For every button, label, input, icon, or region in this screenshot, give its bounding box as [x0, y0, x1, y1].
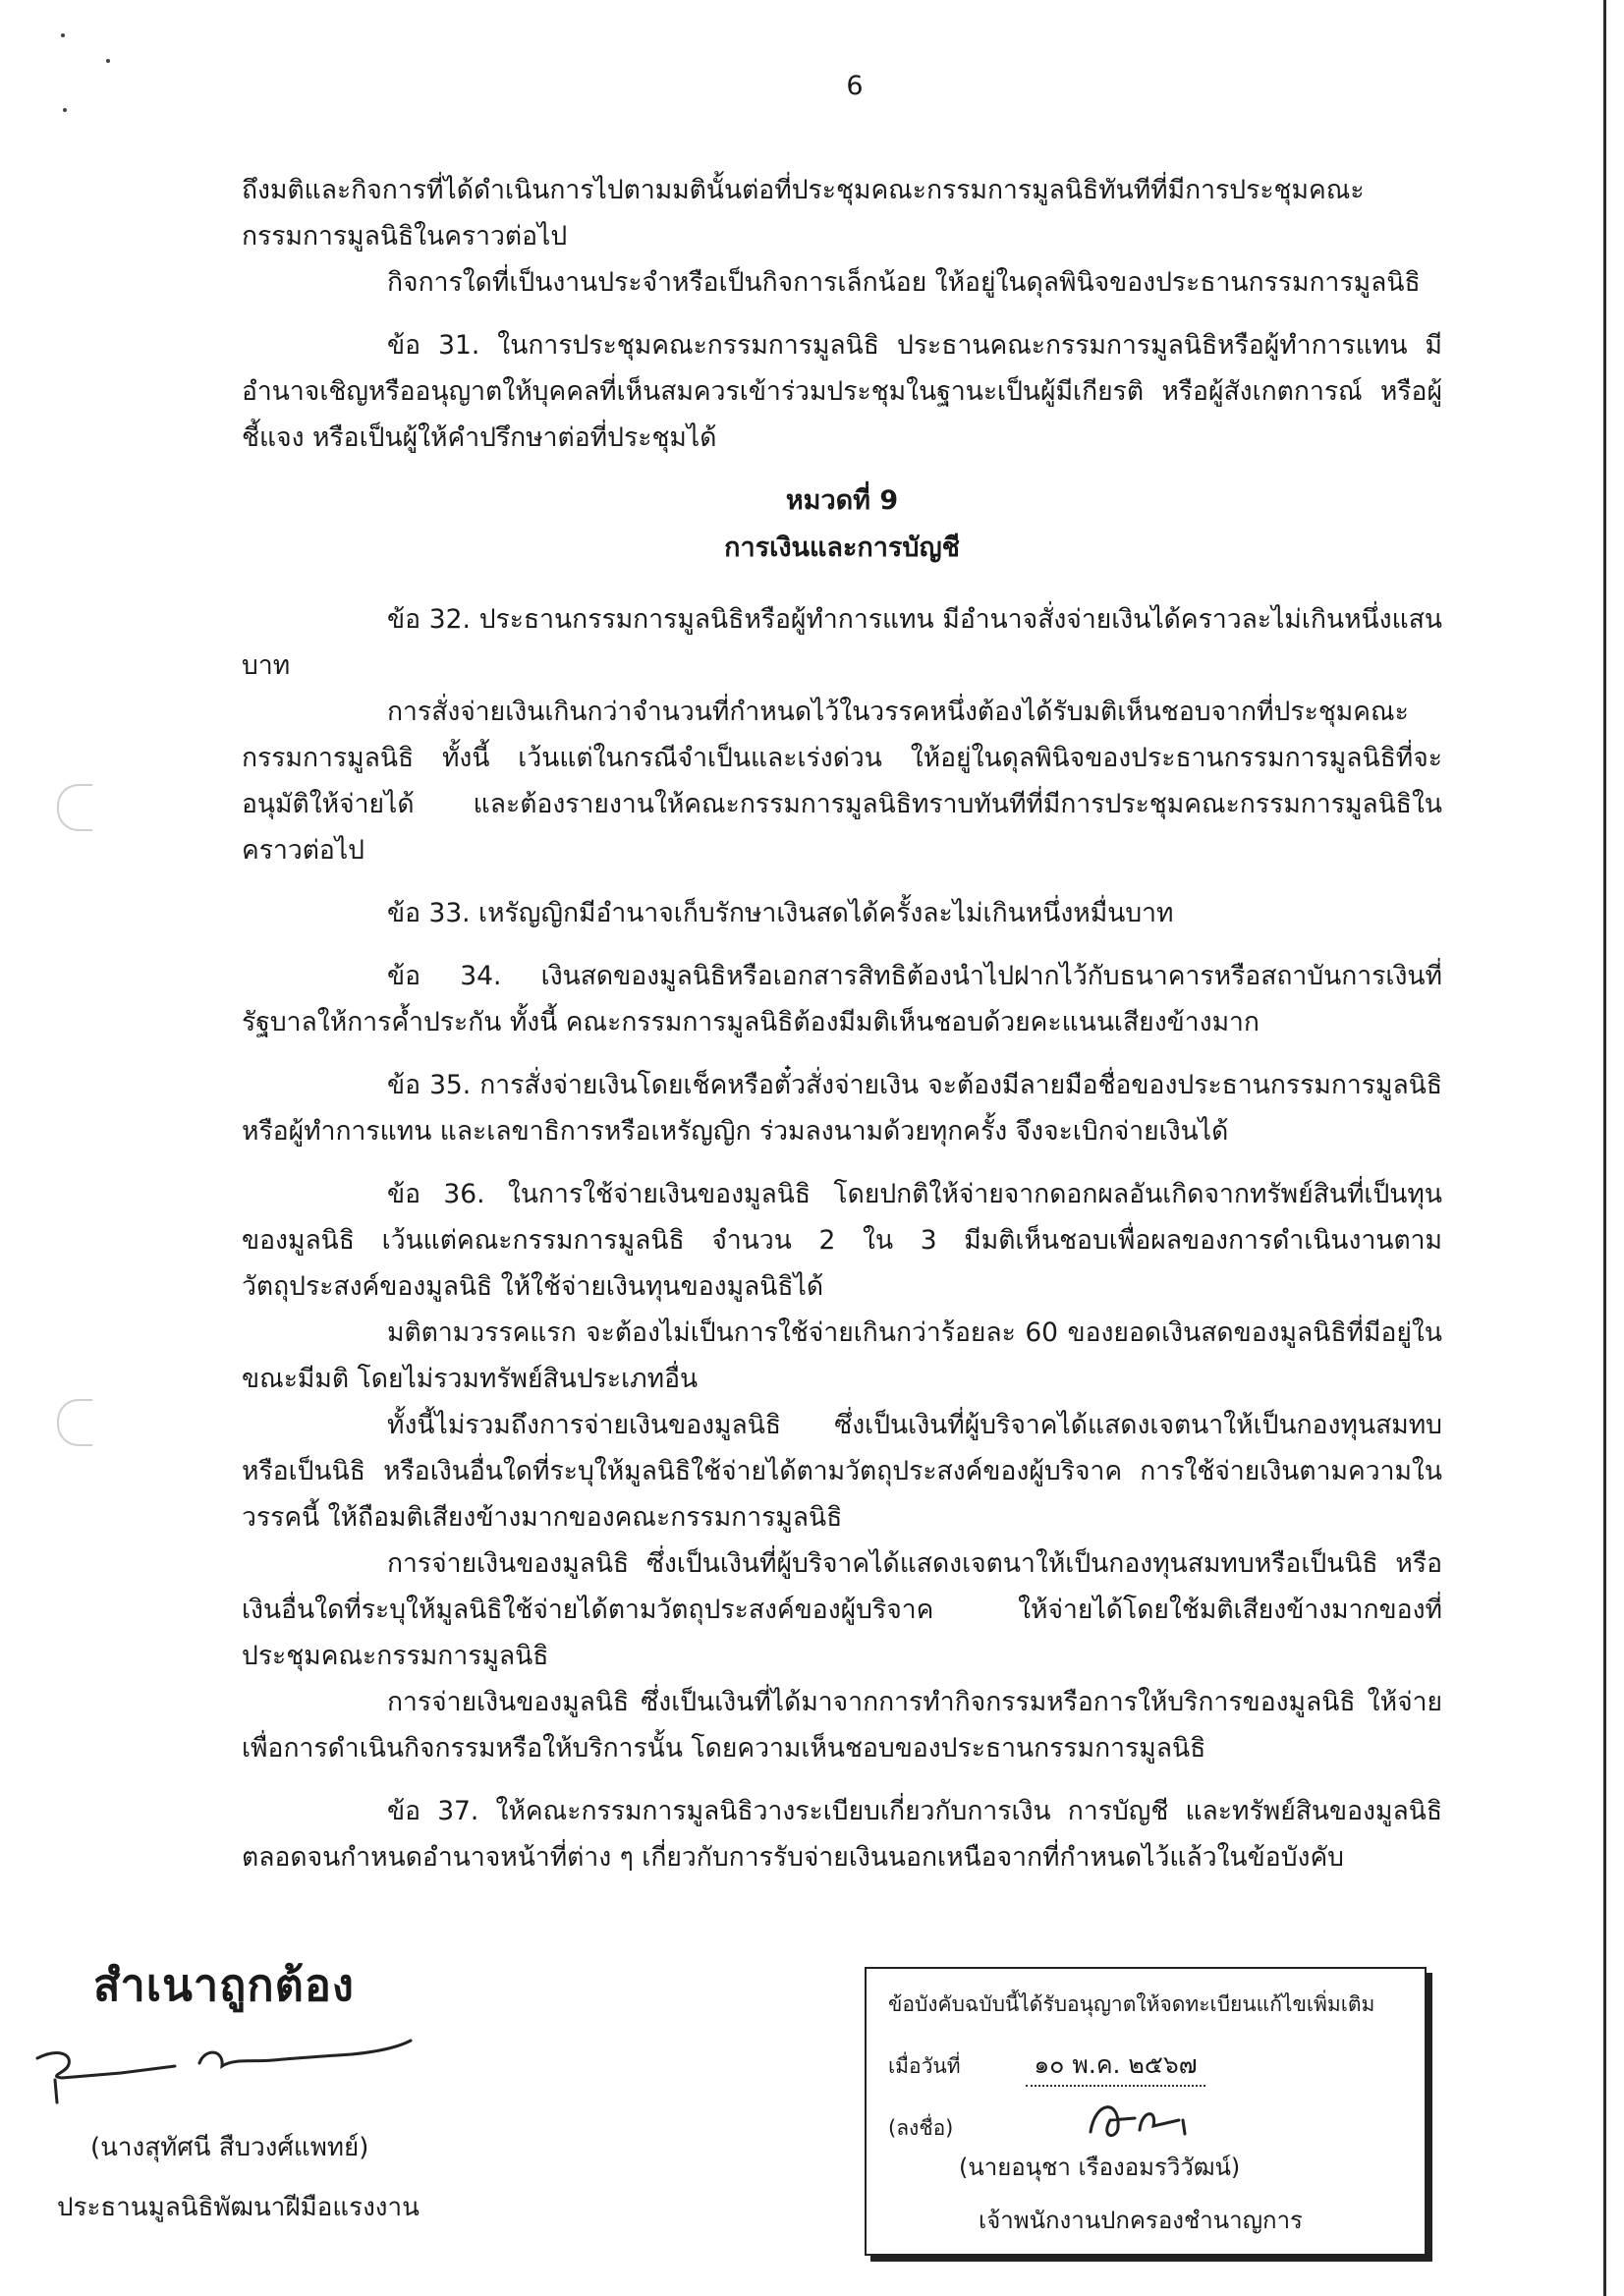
- clause-31: ข้อ 31. ในการประชุมคณะกรรมการมูลนิธิ ประธานคณะกรรมการมูลนิธิหรือผู้ทำการแทน มีอำนาจเชิญหรืออนุญาตให้บุคคลที่เห็นสมควรเข้าร่วมประชุมในฐานะเป็นผู้มีเกียรติ หรือผู้สังเกตการณ์ หรือผู้ชี้แจง หรือเป็นผู้ให้คำปรึกษาต่อที่ประชุมได้: [242, 330, 1442, 453]
- clause-34: ข้อ 34. เงินสดของมูลนิธิหรือเอกสารสิทธิต้องนำไปฝากไว้กับธนาคารหรือสถาบันการเงินที่รัฐบาลให้การค้ำประกัน ทั้งนี้ คณะกรรมการมูลนิธิต้องมีมติเห็นชอบด้วยคะแนนเสียงข้างมาก: [242, 961, 1442, 1037]
- punch-hole-mark: [57, 784, 92, 831]
- paragraph: ถึงมติและกิจการที่ได้ดำเนินการไปตามมตินั้นต่อที่ประชุมคณะกรรมการมูลนิธิทันทีที่มีการประชุมคณะกรรมการมูลนิธิในคราวต่อไป: [242, 175, 1365, 252]
- signed-label: (ลงชื่อ): [888, 2116, 954, 2140]
- certifier-name: (นางสุทัศนี สืบวงศ์แพทย์): [90, 2133, 369, 2162]
- scan-speck: [106, 59, 110, 63]
- clause-36: ข้อ 36. ในการใช้จ่ายเงินของมูลนิธิ โดยปกติให้จ่ายจากดอกผลอันเกิดจากทรัพย์สินที่เป็นทุนของมูลนิธิ เว้นแต่คณะกรรมการมูลนิธิ จำนวน 2 ใน 3 มีมติเห็นชอบเพื่อผลของการดำเนินงานตามวัตถุประสงค์ของมูลนิธิ ให้ใช้จ่ายเงินทุนของมูลนิธิได้: [242, 1179, 1442, 1302]
- page-number: 6: [846, 71, 864, 101]
- clause-32-paragraph-2: การสั่งจ่ายเงินเกินกว่าจำนวนที่กำหนดไว้ในวรรคหนึ่งต้องได้รับมติเห็นชอบจากที่ประชุมคณะกรรมการมูลนิธิ ทั้งนี้ เว้นแต่ในกรณีจำเป็นและเร่งด่วน ให้อยู่ในดุลพินิจของประธานกรรมการมูลนิธิที่จะอนุมัติให้จ่ายได้ และต้องรายงานให้คณะกรรมการมูลนิธิทราบทันทีที่มีการประชุมคณะกรรมการมูลนิธิในคราวต่อไป: [242, 697, 1442, 866]
- handwritten-signature: [28, 2019, 420, 2107]
- chapter-heading: [242, 477, 1442, 572]
- scan-speck: [63, 108, 67, 112]
- certifier-title: ประธานมูลนิธิพัฒนาฝีมือแรงงาน: [57, 2193, 420, 2222]
- punch-hole-mark: [57, 1399, 92, 1446]
- registration-stamp-box: [865, 1967, 1427, 2256]
- chapter-number: หมวดที่ 9: [785, 485, 899, 516]
- page-edge-line: [1603, 0, 1606, 2296]
- clause-32: ข้อ 32. ประธานกรรมการมูลนิธิหรือผู้ทำการแทน มีอำนาจสั่งจ่ายเงินได้คราวละไม่เกินหนึ่งแสนบาท: [242, 604, 1442, 681]
- clause-36-paragraph-3: ทั้งนี้ไม่รวมถึงการจ่ายเงินของมูลนิธิ ซึ่งเป็นเงินที่ผู้บริจาคได้แสดงเจตนาให้เป็นกองทุนสมทบหรือเป็นนิธิ หรือเงินอื่นใดที่ระบุให้มูลนิธิใช้จ่ายได้ตามวัตถุประสงค์ของผู้บริจาค การใช้จ่ายเงินตามความในวรรคนี้ ให้ถือมติเสียงข้างมากของคณะกรรมการมูลนิธิ: [242, 1410, 1442, 1533]
- official-signature: [1081, 2091, 1199, 2146]
- registration-statement: ข้อบังคับฉบับนี้ได้รับอนุญาตให้จดทะเบียนแก้ไขเพิ่มเติม: [888, 1992, 1375, 2016]
- clause-36-paragraph-2: มติตามวรรคแรก จะต้องไม่เป็นการใช้จ่ายเกินกว่าร้อยละ 60 ของยอดเงินสดของมูลนิธิที่มีอยู่ในขณะมีมติ โดยไม่รวมทรัพย์สินประเภทอื่น: [242, 1317, 1442, 1394]
- registration-date-label: เมื่อวันที่: [888, 2054, 961, 2078]
- document-body: [242, 167, 1442, 1897]
- clause-36-paragraph-4: การจ่ายเงินของมูลนิธิ ซึ่งเป็นเงินที่ผู้บริจาคได้แสดงเจตนาให้เป็นกองทุนสมทบหรือเป็นนิธิ หรือเงินอื่นใดที่ระบุให้มูลนิธิใช้จ่ายได้ตามวัตถุประสงค์ของผู้บริจาค ให้จ่ายได้โดยใช้มติเสียงข้างมากของที่ประชุมคณะกรรมการมูลนิธิ: [242, 1548, 1442, 1671]
- registration-date-row: [888, 2045, 1205, 2087]
- paragraph: กิจการใดที่เป็นงานประจำหรือเป็นกิจการเล็กน้อย ให้อยู่ในดุลพินิจของประธานกรรมการมูลนิธิ: [387, 267, 1421, 298]
- scan-speck: [61, 33, 65, 37]
- chapter-title: การเงินและการบัญชี: [724, 532, 960, 563]
- clause-36-paragraph-5: การจ่ายเงินของมูลนิธิ ซึ่งเป็นเงินที่ได้มาจากการทำกิจกรรมหรือการให้บริการของมูลนิธิ ให้จ่ายเพื่อการดำเนินกิจกรรมหรือให้บริการนั้น โดยความเห็นชอบของประธานกรรมการมูลนิธิ: [242, 1687, 1442, 1764]
- official-title: เจ้าพนักงานปกครองชำนาญการ: [979, 2207, 1303, 2234]
- official-name: (นายอนุชา เรืองอมรวิวัฒน์): [959, 2154, 1241, 2181]
- clause-35: ข้อ 35. การสั่งจ่ายเงินโดยเช็คหรือตั๋วสั่งจ่ายเงิน จะต้องมีลายมือชื่อของประธานกรรมการมูลนิธิหรือผู้ทำการแทน และเลขาธิการหรือเหรัญญิก ร่วมลงนามด้วยทุกครั้ง จึงจะเบิกจ่ายเงินได้: [242, 1070, 1442, 1147]
- registration-date-value: ๑๐ พ.ค. ๒๕๖๗: [1026, 2045, 1204, 2087]
- certified-copy-stamp: สำเนาถูกต้อง: [93, 1959, 355, 2011]
- clause-37: ข้อ 37. ให้คณะกรรมการมูลนิธิวางระเบียบเกี่ยวกับการเงิน การบัญชี และทรัพย์สินของมูลนิธิตลอดจนกำหนดอำนาจหน้าที่ต่าง ๆ เกี่ยวกับการรับจ่ายเงินนอกเหนือจากที่กำหนดไว้แล้วในข้อบังคับ: [242, 1796, 1442, 1873]
- clause-33: ข้อ 33. เหรัญญิกมีอำนาจเก็บรักษาเงินสดได้ครั้งละไม่เกินหนึ่งหมื่นบาท: [387, 898, 1174, 928]
